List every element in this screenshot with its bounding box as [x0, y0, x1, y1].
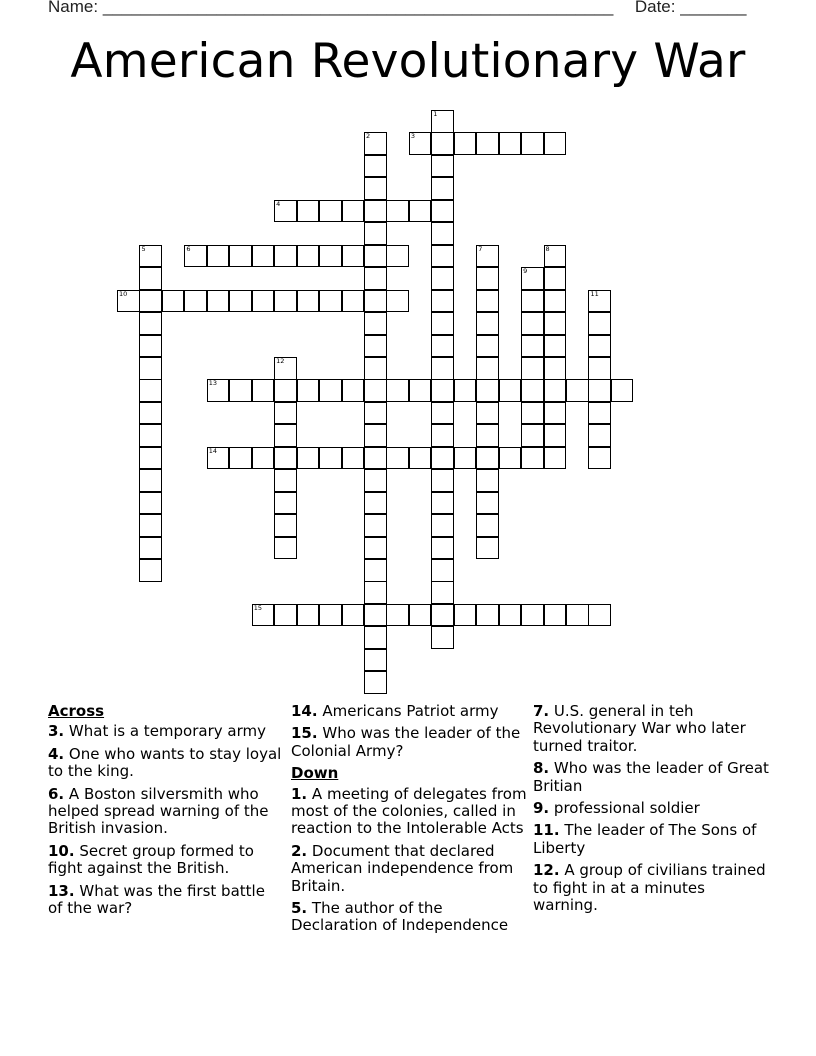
grid-cell[interactable]: [319, 245, 342, 268]
grid-cell[interactable]: [364, 177, 387, 200]
grid-cell[interactable]: [274, 469, 297, 492]
down-clue-list: [291, 786, 527, 935]
grid-cell[interactable]: [476, 424, 499, 447]
grid-cell[interactable]: [431, 312, 454, 335]
grid-cell[interactable]: [274, 424, 297, 447]
grid-cell[interactable]: [431, 177, 454, 200]
clue-item: [533, 862, 769, 914]
grid-cell[interactable]: [521, 267, 544, 290]
name-blank[interactable]: ______________________________________________________: [102, 0, 614, 16]
grid-cell[interactable]: [431, 424, 454, 447]
clue-text: U.S. general in teh Revolutionary War who later turned traitor.: [533, 702, 746, 755]
clue-item: [48, 786, 284, 838]
grid-cell[interactable]: [544, 267, 567, 290]
grid-cell[interactable]: [588, 312, 611, 335]
grid-cell[interactable]: [274, 604, 297, 627]
grid-cell[interactable]: [476, 132, 499, 155]
grid-cell[interactable]: [431, 402, 454, 425]
grid-cell[interactable]: [297, 290, 320, 313]
grid-cell[interactable]: [274, 357, 297, 380]
clue-number: 2.: [291, 841, 308, 860]
grid-cell[interactable]: [139, 335, 162, 358]
grid-cell[interactable]: [566, 379, 589, 402]
cell-number: 14: [208, 446, 218, 455]
grid-cell[interactable]: [364, 222, 387, 245]
grid-cell[interactable]: [431, 222, 454, 245]
grid-cell[interactable]: [364, 559, 387, 582]
across-clue-list: [48, 723, 284, 917]
clue-number: 6.: [48, 784, 65, 803]
clue-number: 11.: [533, 821, 560, 840]
grid-cell[interactable]: [364, 671, 387, 694]
clue-item: [291, 900, 527, 935]
cell-number: 10: [119, 289, 128, 298]
cell-number: 9: [523, 267, 528, 276]
grid-cell[interactable]: [431, 267, 454, 290]
date-blank[interactable]: _______: [680, 0, 747, 16]
clue-text: professional soldier: [553, 799, 700, 818]
grid-cell[interactable]: [139, 447, 162, 470]
grid-cell[interactable]: [364, 357, 387, 380]
cell-number: 7: [478, 244, 483, 253]
grid-cell[interactable]: [476, 335, 499, 358]
grid-cell[interactable]: [229, 447, 252, 470]
grid-cell[interactable]: [364, 649, 387, 672]
grid-cell[interactable]: [297, 379, 320, 402]
grid-cell[interactable]: [342, 379, 365, 402]
grid-cell[interactable]: [252, 245, 275, 268]
grid-cell[interactable]: [476, 514, 499, 537]
name-date-line: [48, 0, 746, 17]
grid-cell[interactable]: [588, 379, 611, 402]
grid-cell[interactable]: [184, 245, 207, 268]
grid-cell[interactable]: [588, 424, 611, 447]
clue-text: A group of civilians trained to fight in at a minutes warning.: [533, 861, 766, 915]
grid-cell[interactable]: [207, 245, 230, 268]
grid-cell[interactable]: [611, 379, 634, 402]
grid-cell[interactable]: [364, 447, 387, 470]
grid-cell[interactable]: [274, 245, 297, 268]
clue-item: [291, 786, 527, 838]
clue-item: [291, 843, 527, 895]
grid-cell[interactable]: [364, 312, 387, 335]
grid-cell[interactable]: [476, 290, 499, 313]
grid-cell[interactable]: [364, 132, 387, 155]
grid-cell[interactable]: [207, 447, 230, 470]
clue-item: [291, 703, 527, 720]
grid-cell[interactable]: [342, 447, 365, 470]
grid-cell[interactable]: [364, 514, 387, 537]
grid-cell[interactable]: [274, 379, 297, 402]
grid-cell[interactable]: [431, 514, 454, 537]
grid-cell[interactable]: [431, 155, 454, 178]
clue-number: 15.: [291, 724, 318, 743]
grid-cell[interactable]: [431, 604, 454, 627]
clue-text: Who was the leader of the Colonial Army?: [291, 724, 521, 760]
grid-cell[interactable]: [454, 379, 477, 402]
grid-cell[interactable]: [342, 604, 365, 627]
grid-cell[interactable]: [476, 492, 499, 515]
grid-cell[interactable]: [588, 335, 611, 358]
grid-cell[interactable]: [229, 290, 252, 313]
grid-cell[interactable]: [386, 245, 409, 268]
clue-number: 9.: [533, 799, 550, 818]
clue-column-2: [291, 703, 527, 940]
cell-number: 1: [433, 110, 438, 118]
cell-number: 13: [208, 379, 218, 388]
clue-item: [48, 843, 284, 878]
grid-cell[interactable]: [274, 402, 297, 425]
grid-cell[interactable]: [207, 379, 230, 402]
grid-cell[interactable]: [364, 626, 387, 649]
grid-cell[interactable]: [364, 537, 387, 560]
grid-cell[interactable]: [454, 447, 477, 470]
grid-cell[interactable]: [386, 379, 409, 402]
grid-cell[interactable]: [364, 267, 387, 290]
grid-cell[interactable]: [431, 357, 454, 380]
clue-text: One who wants to stay loyal to the king.: [48, 744, 282, 781]
cell-number: 11: [590, 289, 599, 298]
cell-number: 5: [141, 244, 146, 253]
grid-cell[interactable]: [521, 402, 544, 425]
grid-cell[interactable]: [454, 132, 477, 155]
grid-cell[interactable]: [521, 379, 544, 402]
clue-number: 3.: [48, 722, 65, 741]
clue-text: Document that declared American independence from Britain.: [291, 841, 514, 895]
grid-cell[interactable]: [476, 379, 499, 402]
down-heading: Down: [291, 764, 339, 783]
grid-cell[interactable]: [521, 335, 544, 358]
grid-cell[interactable]: [274, 290, 297, 313]
cell-number: 3: [410, 132, 415, 141]
grid-cell[interactable]: [139, 514, 162, 537]
grid-cell[interactable]: [364, 604, 387, 627]
clue-number: 8.: [533, 759, 550, 778]
grid-cell[interactable]: [431, 245, 454, 268]
grid-cell[interactable]: [342, 200, 365, 223]
clue-number: 10.: [48, 841, 75, 860]
grid-cell[interactable]: [139, 290, 162, 313]
grid-cell[interactable]: [431, 559, 454, 582]
grid-cell[interactable]: [139, 267, 162, 290]
grid-cell[interactable]: [364, 424, 387, 447]
grid-cell[interactable]: [431, 335, 454, 358]
date-label: Date:: [634, 0, 676, 16]
grid-cell[interactable]: [521, 132, 544, 155]
grid-cell[interactable]: [409, 379, 432, 402]
grid-cell[interactable]: [297, 447, 320, 470]
grid-cell[interactable]: [297, 245, 320, 268]
grid-cell[interactable]: [342, 290, 365, 313]
grid-cell[interactable]: [274, 200, 297, 223]
cell-number: 4: [276, 199, 281, 208]
grid-cell[interactable]: [454, 604, 477, 627]
grid-cell[interactable]: [431, 200, 454, 223]
clue-text: The author of the Declaration of Independence: [291, 899, 509, 935]
grid-cell[interactable]: [274, 514, 297, 537]
grid-cell[interactable]: [229, 379, 252, 402]
grid-cell[interactable]: [521, 424, 544, 447]
grid-cell[interactable]: [139, 537, 162, 560]
grid-cell[interactable]: [431, 492, 454, 515]
grid-cell[interactable]: [229, 245, 252, 268]
grid-cell[interactable]: [139, 492, 162, 515]
grid-cell[interactable]: [139, 245, 162, 268]
grid-cell[interactable]: [431, 626, 454, 649]
grid-cell[interactable]: [544, 132, 567, 155]
grid-cell[interactable]: [476, 447, 499, 470]
grid-cell[interactable]: [431, 537, 454, 560]
grid-cell[interactable]: [521, 312, 544, 335]
clue-item: [533, 760, 769, 795]
clue-text: A Boston silversmith who helped spread warning of the British invasion.: [48, 784, 269, 838]
grid-cell[interactable]: [409, 200, 432, 223]
grid-cell[interactable]: [274, 537, 297, 560]
grid-cell[interactable]: [431, 447, 454, 470]
clue-text: Who was the leader of Great Britian: [533, 759, 769, 795]
clue-column-3: [533, 703, 769, 919]
grid-cell[interactable]: [386, 604, 409, 627]
grid-cell[interactable]: [297, 604, 320, 627]
across-clue-list-continued: [291, 703, 527, 760]
grid-cell[interactable]: [409, 447, 432, 470]
grid-cell[interactable]: [499, 379, 522, 402]
grid-cell[interactable]: [588, 604, 611, 627]
clue-item: [533, 822, 769, 857]
grid-cell[interactable]: [386, 200, 409, 223]
grid-cell[interactable]: [521, 357, 544, 380]
down-clue-list-continued: [533, 703, 769, 914]
grid-cell[interactable]: [252, 604, 275, 627]
grid-cell[interactable]: [431, 469, 454, 492]
grid-cell[interactable]: [207, 290, 230, 313]
grid-cell[interactable]: [319, 604, 342, 627]
grid-cell[interactable]: [544, 335, 567, 358]
grid-cell[interactable]: [476, 267, 499, 290]
grid-cell[interactable]: [476, 537, 499, 560]
grid-cell[interactable]: [476, 469, 499, 492]
grid-cell[interactable]: [342, 245, 365, 268]
grid-cell[interactable]: [476, 402, 499, 425]
grid-cell[interactable]: [364, 155, 387, 178]
clue-item: [533, 703, 769, 755]
clue-item: [48, 883, 284, 918]
grid-cell[interactable]: [364, 245, 387, 268]
clue-item: [48, 746, 284, 781]
grid-cell[interactable]: [364, 492, 387, 515]
grid-cell[interactable]: [364, 200, 387, 223]
cell-number: 12: [276, 356, 285, 365]
grid-cell[interactable]: [274, 447, 297, 470]
clue-number: 4.: [48, 744, 65, 763]
grid-cell[interactable]: [544, 379, 567, 402]
grid-cell[interactable]: [364, 290, 387, 313]
grid-cell[interactable]: [162, 290, 185, 313]
grid-cell[interactable]: [476, 604, 499, 627]
grid-cell[interactable]: [184, 290, 207, 313]
grid-cell[interactable]: [476, 312, 499, 335]
grid-cell[interactable]: [566, 604, 589, 627]
cell-number: 2: [365, 132, 371, 141]
grid-cell[interactable]: [431, 290, 454, 313]
clue-item: [533, 800, 769, 817]
grid-cell[interactable]: [588, 357, 611, 380]
grid-cell[interactable]: [364, 581, 387, 604]
grid-cell[interactable]: [544, 402, 567, 425]
grid-cell[interactable]: [319, 290, 342, 313]
grid-cell[interactable]: [139, 312, 162, 335]
clue-item: [48, 723, 284, 740]
clue-text: Americans Patriot army: [322, 702, 499, 720]
grid-cell[interactable]: [544, 245, 567, 268]
grid-cell[interactable]: [274, 492, 297, 515]
clue-text: The leader of The Sons of Liberty: [533, 821, 757, 857]
grid-cell[interactable]: [521, 447, 544, 470]
grid-cell[interactable]: [544, 424, 567, 447]
grid-cell[interactable]: [364, 469, 387, 492]
grid-cell[interactable]: [409, 604, 432, 627]
grid-cell[interactable]: [364, 379, 387, 402]
grid-cell[interactable]: [544, 312, 567, 335]
clue-number: 5.: [291, 899, 308, 918]
grid-cell[interactable]: [588, 290, 611, 313]
grid-cell[interactable]: [297, 200, 320, 223]
grid-cell[interactable]: [431, 581, 454, 604]
grid-cell[interactable]: [544, 357, 567, 380]
clue-text: A meeting of delegates from most of the colonies, called in reaction to the Intolerable Acts: [291, 784, 527, 838]
clue-number: 1.: [291, 784, 308, 803]
grid-cell[interactable]: [139, 357, 162, 380]
grid-cell[interactable]: [521, 290, 544, 313]
grid-cell[interactable]: [139, 402, 162, 425]
clue-text: What is a temporary army: [68, 722, 266, 741]
grid-cell[interactable]: [431, 132, 454, 155]
grid-cell[interactable]: [544, 290, 567, 313]
clue-number: 7.: [533, 702, 550, 720]
page-title: American Revolutionary War: [70, 34, 746, 89]
grid-cell[interactable]: [319, 379, 342, 402]
grid-cell[interactable]: [139, 424, 162, 447]
grid-cell[interactable]: [544, 604, 567, 627]
grid-cell[interactable]: [409, 132, 432, 155]
cell-number: 6: [186, 244, 191, 253]
grid-cell[interactable]: [139, 469, 162, 492]
grid-cell[interactable]: [364, 335, 387, 358]
grid-cell[interactable]: [319, 447, 342, 470]
name-label: Name:: [48, 0, 99, 16]
across-heading: Across: [48, 702, 105, 720]
clue-text: What was the first battle of the war?: [48, 881, 265, 918]
clue-text: Secret group formed to fight against the British.: [48, 841, 254, 878]
grid-cell[interactable]: [319, 200, 342, 223]
grid-cell[interactable]: [499, 604, 522, 627]
clue-number: 12.: [533, 861, 560, 880]
grid-cell[interactable]: [588, 402, 611, 425]
grid-cell[interactable]: [499, 132, 522, 155]
grid-cell[interactable]: [588, 447, 611, 470]
grid-cell[interactable]: [364, 402, 387, 425]
grid-cell[interactable]: [431, 379, 454, 402]
grid-cell[interactable]: [139, 379, 162, 402]
grid-cell[interactable]: [252, 290, 275, 313]
grid-cell[interactable]: [252, 379, 275, 402]
grid-cell[interactable]: [117, 290, 140, 313]
grid-cell[interactable]: [476, 245, 499, 268]
cell-number: 8: [545, 244, 550, 253]
clue-number: 13.: [48, 881, 75, 900]
clue-number: 14.: [291, 702, 318, 720]
clue-column-1: [48, 703, 284, 922]
clue-item: [291, 725, 527, 760]
grid-cell[interactable]: [431, 110, 454, 133]
grid-cell[interactable]: [499, 447, 522, 470]
grid-cell[interactable]: [252, 447, 275, 470]
grid-cell[interactable]: [386, 290, 409, 313]
grid-cell[interactable]: [476, 357, 499, 380]
grid-cell[interactable]: [386, 447, 409, 470]
cell-number: 15: [253, 603, 262, 612]
grid-cell[interactable]: [139, 559, 162, 582]
grid-cell[interactable]: [521, 604, 544, 627]
grid-cell[interactable]: [544, 447, 567, 470]
